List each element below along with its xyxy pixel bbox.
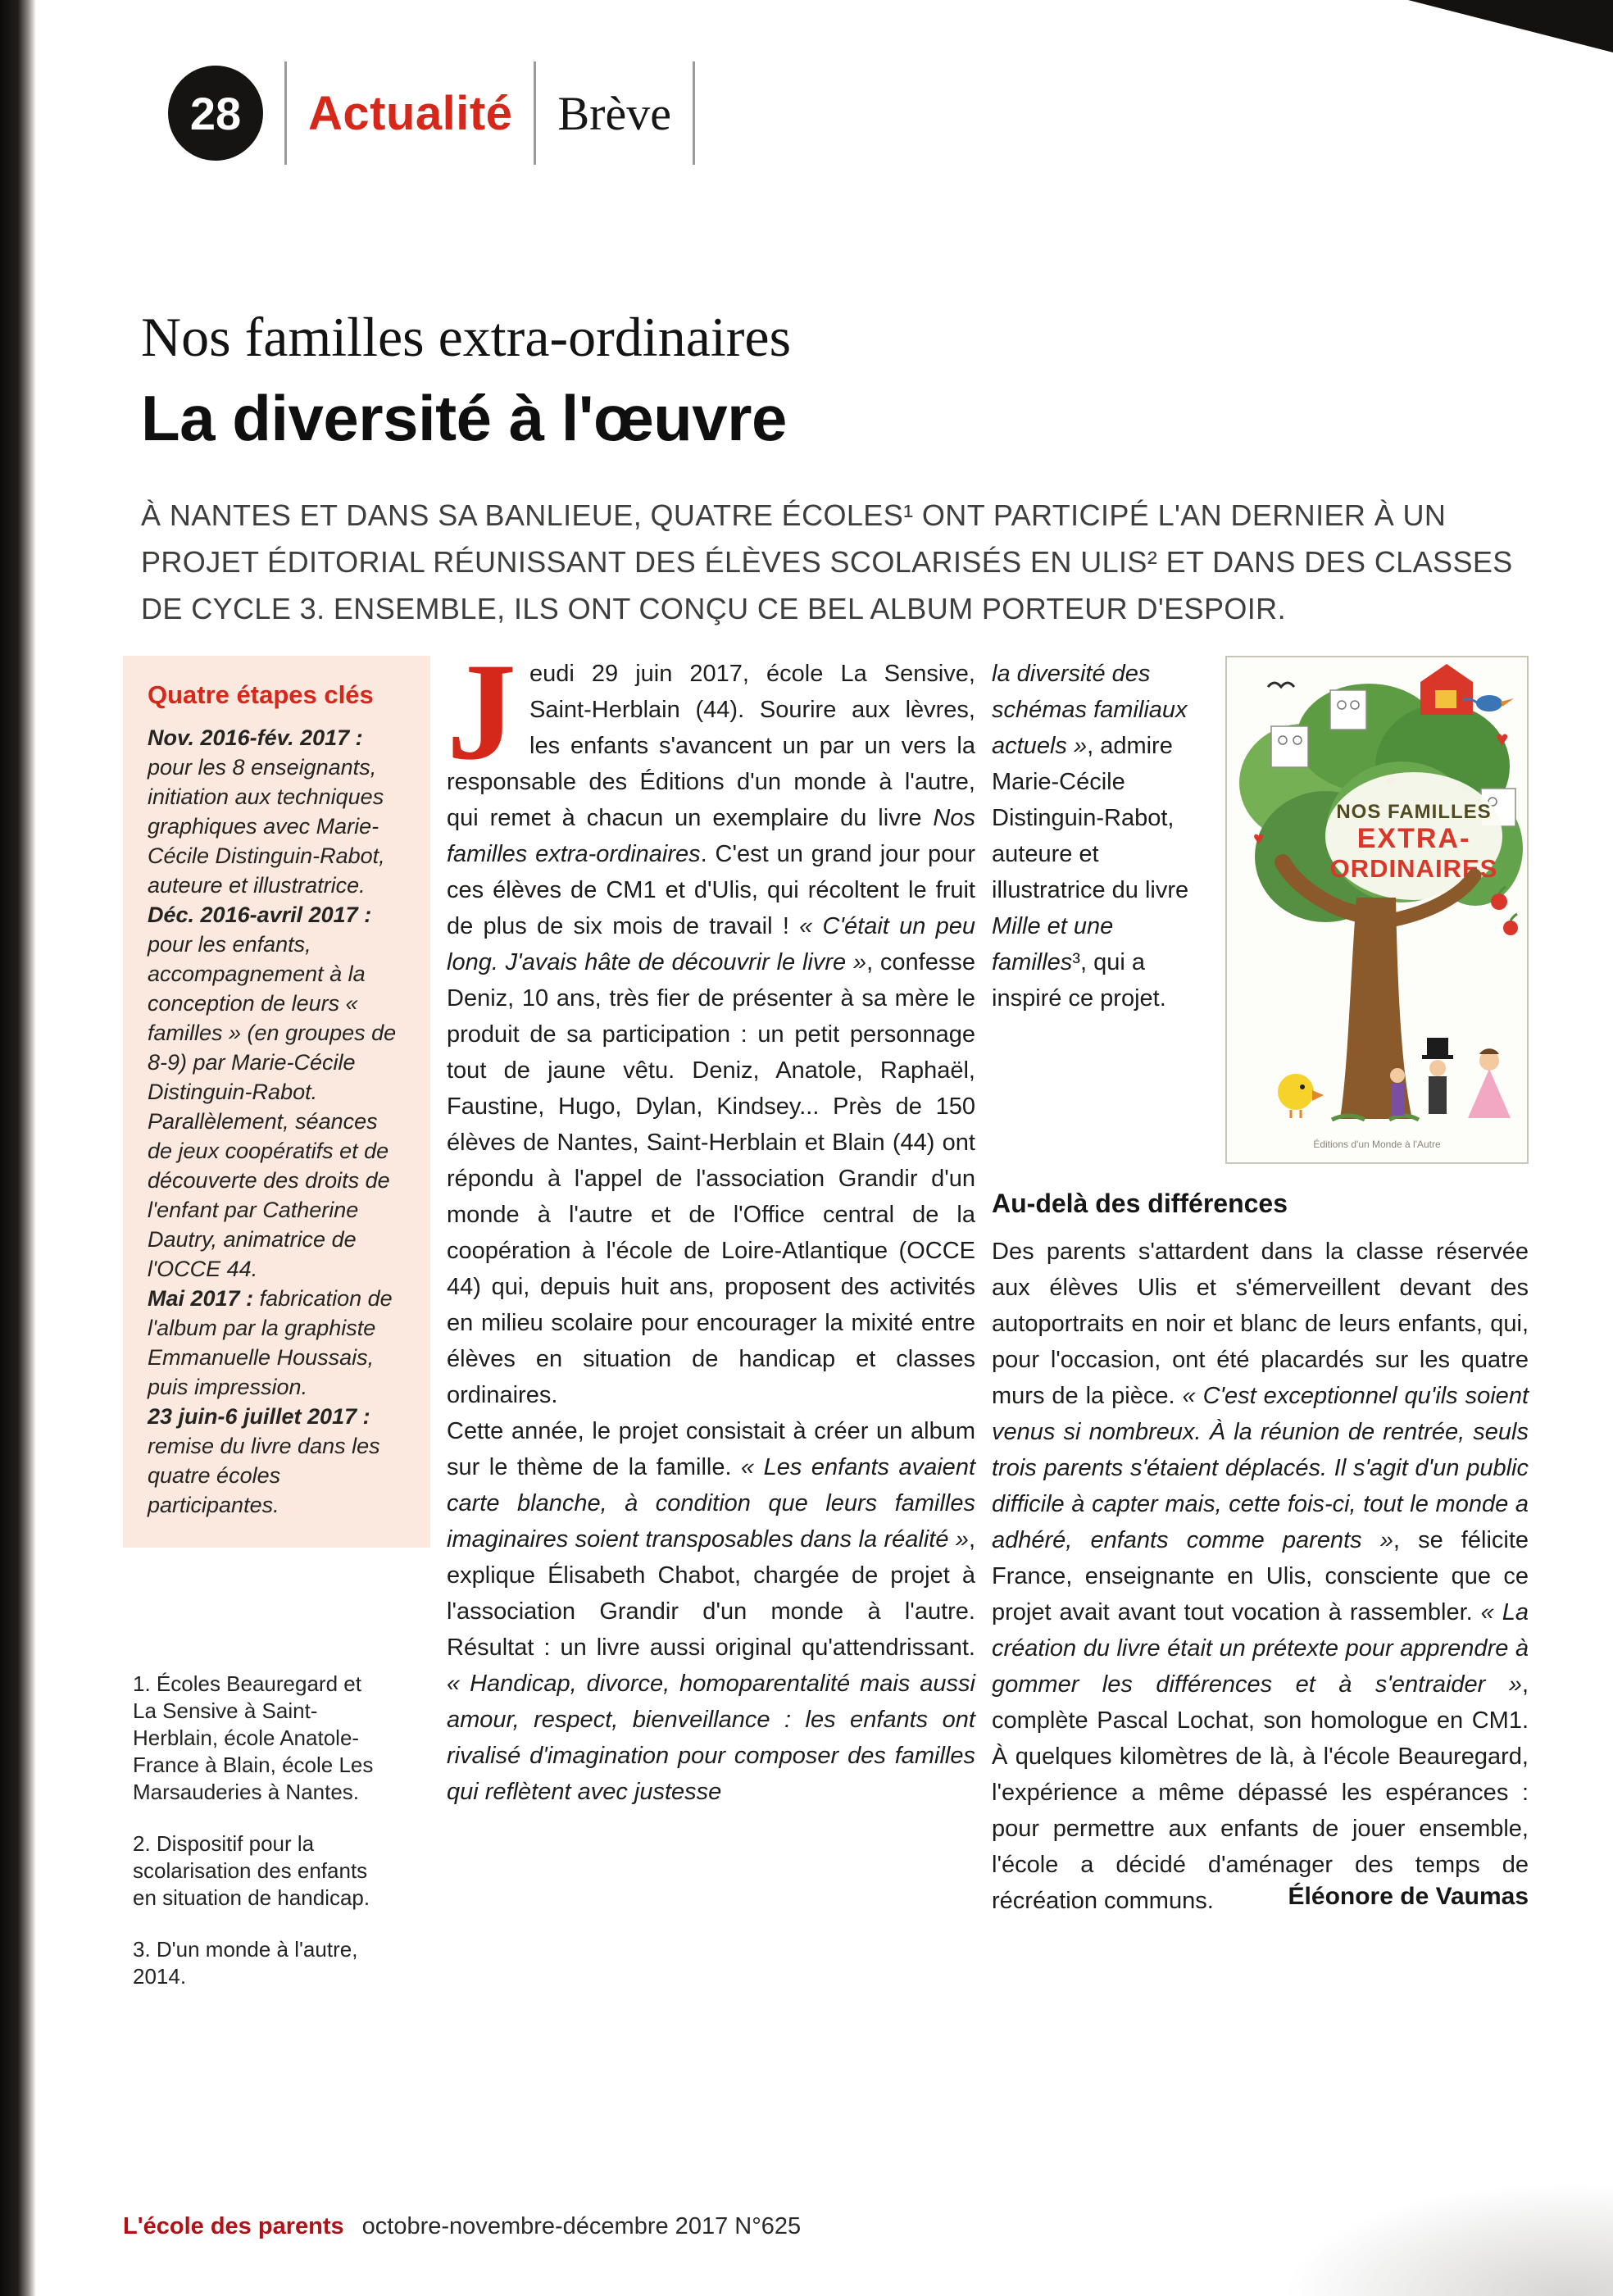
key-steps-title: Quatre étapes clés <box>148 680 374 709</box>
subhead: Au-delà des différences <box>992 1189 1288 1218</box>
key-step-date: Déc. 2016-avril 2017 : <box>148 902 372 927</box>
drop-cap: J <box>447 634 516 789</box>
scan-edge-left <box>0 0 36 2296</box>
section-label: Actualité <box>308 86 513 140</box>
svg-text:♥: ♥ <box>1253 828 1265 848</box>
separator <box>693 61 695 165</box>
key-step-date: 23 juin-6 juillet 2017 : <box>148 1404 370 1429</box>
page-number-badge <box>168 66 263 161</box>
article-paragraph <box>447 634 975 1413</box>
page-footer <box>123 2213 801 2240</box>
magazine-name: L'école des parents <box>123 2213 344 2239</box>
key-step <box>148 1402 407 1520</box>
middle-column <box>447 634 976 2015</box>
standfirst: À NANTES ET DANS SA BANLIEUE, QUATRE ÉCOLES¹ ONT PARTICIPÉ L'AN DERNIER À UN PROJET ÉDITORIAL RÉUNISSANT DES ÉLÈVES SCOLARISÉS EN ULIS² ET DANS DES CLASSES DE CYCLE 3. ENSEMBLE, ILS ONT CONÇU CE BEL ALBUM PORTEUR D'ESPOIR. <box>141 498 1513 625</box>
page-title: La diversité à l'œuvre <box>141 382 787 454</box>
key-step-text: remise du livre dans les quatre écoles participantes. <box>148 1434 380 1517</box>
cover-title-line3: ORDINAIRES <box>1329 854 1498 883</box>
article-columns <box>123 634 1529 2015</box>
intro-paragraph: la diversité des schémas familiaux actuels », admire Marie-Cécile Distinguin-Rabot, auteure et illustratrice du livre Mille et une familles³, qui a inspiré ce projet. <box>992 661 1189 1012</box>
left-column <box>123 656 430 2015</box>
headline-block <box>141 305 1534 632</box>
portrait-card <box>1330 690 1366 730</box>
purple-figure <box>1390 1068 1405 1116</box>
scan-smudge-bottom-right <box>1261 2173 1613 2296</box>
portrait-card <box>1271 726 1308 767</box>
byline: Éléonore de Vaumas <box>1288 1883 1529 1910</box>
key-step <box>148 723 407 900</box>
paragraph-text: eudi 29 juin 2017, école La Sensive, Saint-Herblain (44). Sourire aux lèvres, les enfants s'avancent un par un vers la responsable des Éditions d'un monde à l'autre, qui remet à chacun un exemplaire du livre Nos familles extra-ordinaires. C'est un grand jour pour ces élèves de CM1 et d'Ulis, qui récoltent le fruit de plus de six mois de travail ! « C'était un peu long. J'avais hâte de découvrir le livre », confesse Deniz, 10 ans, très fier de présenter à sa mère le produit de sa participation : un petit personnage tout de jaune vêtu. Deniz, Anatole, Raphaël, Faustine, Hugo, Dylan, Kindsey... Près de 150 élèves de Nantes, Saint-Herblain et Blain (44) ont répondu à l'appel de l'association Grandir d'un monde à l'autre et de l'Office central de la coopération à l'école de Loire-Atlantique (OCCE 44) qui, depuis huit ans, proposent des activités en milieu scolaire pour encourager la mixité entre élèves en situation de handicap et classes ordinaires. <box>447 661 975 1408</box>
footnote: 2. Dispositif pour la scolarisation des enfants en situation de handicap. <box>133 1831 370 1910</box>
page-number: 28 <box>189 87 242 139</box>
key-step <box>148 900 407 1284</box>
key-step-text: fabrication de l'album par la graphiste Emmanuelle Houssais, puis impression. <box>148 1286 393 1399</box>
cover-publisher: Éditions d'un Monde à l'Autre <box>1313 1139 1441 1150</box>
intro-and-cover-row <box>992 656 1529 1164</box>
key-step <box>148 1284 407 1402</box>
key-step-date: Nov. 2016-fév. 2017 : <box>148 725 363 750</box>
rubric-label: Brève <box>557 86 671 140</box>
svg-text:♥: ♥ <box>1496 726 1509 751</box>
issue-info: octobre-novembre-décembre 2017 N°625 <box>361 2213 802 2239</box>
article-paragraph: Cette année, le projet consistait à créer un album sur le thème de la famille. « Les enfants avaient carte blanche, à condition que leurs familles imaginaires soient transposables dans la réalité », explique Élisabeth Chabot, chargée de projet à l'association Grandir d'un monde à l'autre. Résultat : un livre aussi original qu'attendrissant. « Handicap, divorce, homoparentalité mais aussi amour, respect, bienveillance : les enfants ont rivalisé d'imagination pour composer des familles qui reflètent avec justesse <box>447 1418 976 1805</box>
scan-corner-top-right <box>1408 0 1613 52</box>
article-paragraph: Des parents s'attardent dans la classe réservée aux élèves Ulis et s'émerveillent devant des autoportraits en noir et blanc de leurs enfants, qui, pour l'occasion, ont été placardés sur les quatre murs de la pièce. « C'est exceptionnel qu'ils soient venus si nombreux. À la réunion de rentrée, seuls trois parents s'étaient déplacés. Il s'agit d'un public difficile à capter mais, cette fois-ci, tout le monde a adhéré, enfants comme parents », se félicite France, enseignante en Ulis, consciente que ce projet avait avant tout vocation à rassembler. « La création du livre était un prétexte pour apprendre à gommer les différences et à s'entraider », complète Pascal Lochat, son homologue en CM1. À quelques kilomètres de là, à l'école Beauregard, l'expérience a même dépassé les espérances : pour permettre aux enfants de jouer ensemble, l'école a décidé d'aménager des temps de récréation communs. <box>992 1239 1529 1914</box>
right-column <box>992 656 1529 2015</box>
key-step-date: Mai 2017 : <box>148 1286 254 1311</box>
key-step-text: pour les enfants, accompagnement à la conception de leurs « familles » (en groupes de 8-9) par Marie-Cécile Distinguin-Rabot. Parallèlement, séances de jeux coopératifs et de découverte des droits de l'enfant par Catherine Dautry, animatrice de l'OCCE 44. <box>148 932 397 1281</box>
book-cover <box>1225 656 1529 1164</box>
key-step-text: pour les 8 enseignants, initiation aux techniques graphiques avec Marie-Cécile Distinguin-Rabot, auteure et illustratrice. <box>148 755 385 898</box>
footnotes <box>123 1671 381 1990</box>
footnote: 3. D'un monde à l'autre, 2014. <box>133 1937 358 1989</box>
masthead <box>168 59 695 167</box>
cover-title-line1: NOS FAMILLES <box>1336 801 1492 823</box>
separator <box>534 61 536 165</box>
cover-title-line2: EXTRA- <box>1356 823 1471 854</box>
separator <box>284 61 287 165</box>
kicker: Nos familles extra-ordinaires <box>141 306 792 368</box>
footnote: 1. Écoles Beauregard et La Sensive à Saint-Herblain, école Anatole-France à Blain, école Les Marsauderies à Nantes. <box>133 1671 374 1804</box>
key-steps-box <box>123 656 430 1548</box>
